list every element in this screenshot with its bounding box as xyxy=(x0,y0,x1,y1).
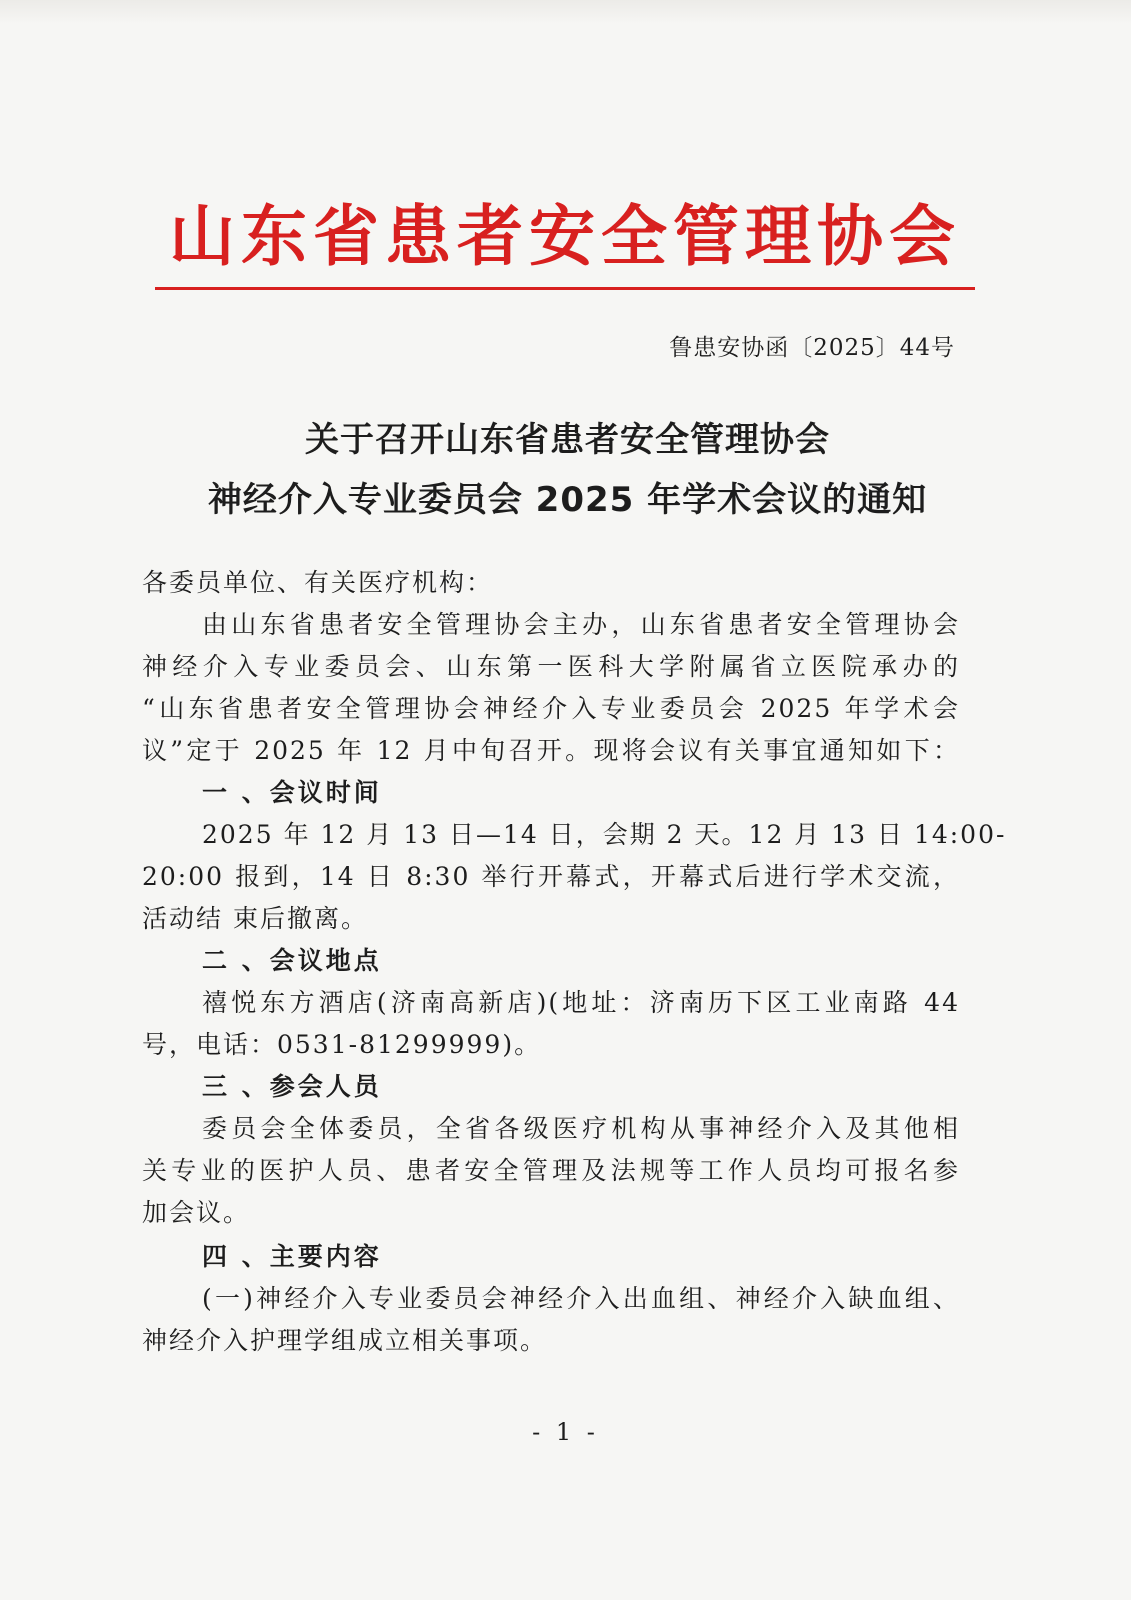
section-text-line: 活动结 束后撤离。 xyxy=(142,904,368,933)
document-number: 鲁患安协函〔2025〕44号 xyxy=(669,335,955,361)
notice-title-line-2: 神经介入专业委员会 2025 年学术会议的通知 xyxy=(207,480,928,520)
section-text-line: (一)神经介入专业委员会神经介入出血组、神经介入缺血组、 xyxy=(202,1284,960,1313)
page-number: - 1 - xyxy=(532,1418,599,1446)
section-text-line: 关专业的医护人员、患者安全管理及法规等工作人员均可报名参 xyxy=(142,1156,960,1185)
section-heading-location: 二 、会议地点 xyxy=(202,946,382,975)
intro-line: 议”定于 2025 年 12 月中旬召开。现将会议有关事宜通知如下： xyxy=(142,736,960,765)
notice-title-line-1: 关于召开山东省患者安全管理协会 xyxy=(305,420,830,460)
section-text-line: 20:00 报到，14 日 8:30 举行开幕式，开幕式后进行学术交流， xyxy=(142,862,960,891)
masthead-org-name: 山东省患者安全管理协会 xyxy=(169,197,961,275)
section-text-line: 神经介入护理学组成立相关事项。 xyxy=(142,1326,548,1355)
section-text-line: 委员会全体委员，全省各级医疗机构从事神经介入及其他相 xyxy=(202,1114,960,1143)
salutation: 各委员单位、有关医疗机构： xyxy=(142,568,494,597)
intro-line: 神经介入专业委员会、山东第一医科大学附属省立医院承办的 xyxy=(142,652,960,681)
intro-line: 由山东省患者安全管理协会主办，山东省患者安全管理协会 xyxy=(202,610,960,639)
section-text-line: 禧悦东方酒店(济南高新店)(地址：济南历下区工业南路 44 xyxy=(202,988,960,1017)
intro-line: “山东省患者安全管理协会神经介入专业委员会 2025 年学术会 xyxy=(142,694,960,723)
section-text-line: 2025 年 12 月 13 日—14 日，会期 2 天。12 月 13 日 14:00- xyxy=(202,820,1007,849)
section-heading-attendees: 三 、参会人员 xyxy=(202,1072,382,1101)
scan-edge-shadow xyxy=(0,0,1131,24)
section-text-line: 号，电话：0531-81299999)。 xyxy=(142,1030,542,1059)
masthead-red-rule xyxy=(155,287,975,290)
section-heading-content: 四 、主要内容 xyxy=(202,1242,382,1271)
section-heading-time: 一 、会议时间 xyxy=(202,778,382,807)
section-text-line: 加会议。 xyxy=(142,1198,251,1227)
